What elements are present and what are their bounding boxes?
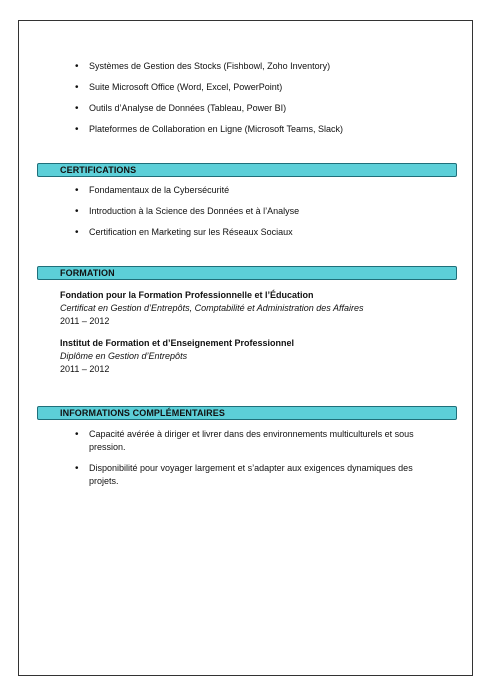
- list-item: • Plateformes de Collaboration en Ligne (Microsoft Teams, Slack): [19, 123, 472, 136]
- education-entry: [60, 289, 440, 328]
- list-item: • Systèmes de Gestion des Stocks (Fishbowl, Zoho Inventory): [19, 60, 472, 73]
- education-entry: [60, 337, 440, 376]
- complementary-list: [19, 428, 472, 488]
- education-years: 2011 – 2012: [60, 316, 110, 326]
- section-header-complementary: [37, 406, 457, 420]
- section-title: FORMATION: [60, 268, 115, 278]
- section-header-certifications: [37, 163, 457, 177]
- section-title: INFORMATIONS COMPLÉMENTAIRES: [60, 408, 225, 418]
- degree-name: Diplôme en Gestion d’Entrepôts: [60, 351, 188, 361]
- list-item: • Suite Microsoft Office (Word, Excel, PowerPoint): [19, 81, 472, 94]
- school-name: Institut de Formation et d’Enseignement Professionnel: [60, 338, 295, 348]
- resume-page: [18, 20, 473, 676]
- list-item: • Certification en Marketing sur les Réseaux Sociaux: [19, 226, 472, 239]
- certifications-list: [19, 184, 472, 239]
- list-item: • Fondamentaux de la Cybersécurité: [19, 184, 472, 197]
- section-header-formation: [37, 266, 457, 280]
- skills-list: [19, 60, 472, 136]
- degree-name: Certificat en Gestion d’Entrepôts, Comptabilité et Administration des Affaires: [60, 303, 364, 313]
- list-item: • Outils d’Analyse de Données (Tableau, Power BI): [19, 102, 472, 115]
- list-item: • Introduction à la Science des Données et à l’Analyse: [19, 205, 472, 218]
- list-item: • Disponibilité pour voyager largement et s’adapter aux exigences dynamiques des projets.: [19, 462, 472, 488]
- school-name: Fondation pour la Formation Professionnelle et l’Éducation: [60, 290, 314, 300]
- list-item: • Capacité avérée à diriger et livrer dans des environnements multiculturels et sous pression.: [19, 428, 472, 454]
- section-title: CERTIFICATIONS: [60, 165, 137, 175]
- education-years: 2011 – 2012: [60, 364, 110, 374]
